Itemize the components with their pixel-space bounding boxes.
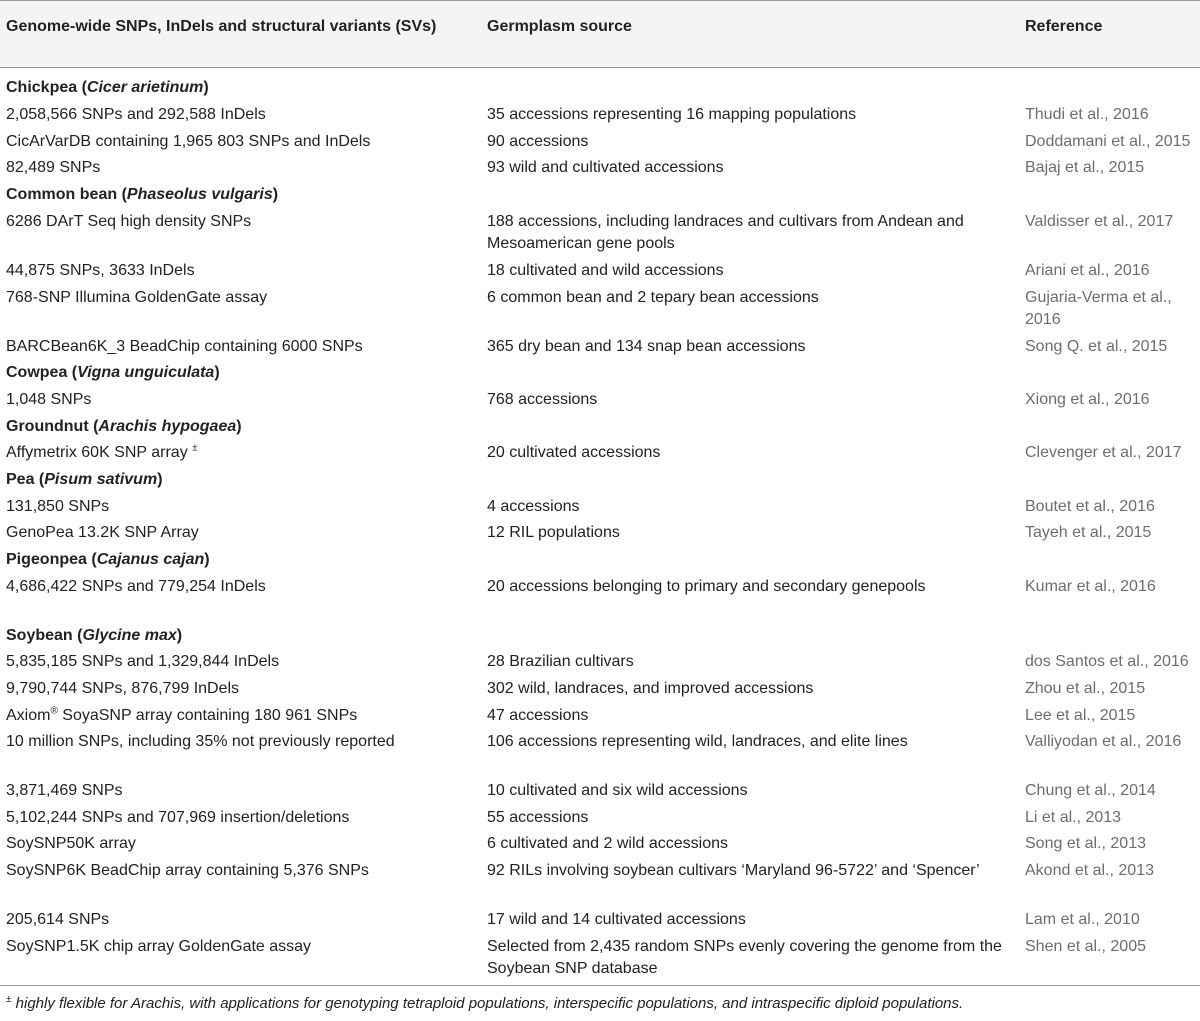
- cell-source: 12 RIL populations: [487, 524, 620, 541]
- cell-variants: 205,614 SNPs: [6, 911, 110, 928]
- footnote-text: highly flexible for Arachis, with applications for genotyping tetraploid populations, interspecific populations, and intraspecific diploid populations.: [11, 995, 964, 1012]
- group-latin-name: Vigna unguiculata: [77, 364, 215, 381]
- cell-variants: [6, 442, 466, 464]
- cell-variants: 5,835,185 SNPs and 1,329,844 InDels: [6, 653, 280, 670]
- cell-variants: BARCBean6K_3 BeadChip containing 6000 SNPs: [6, 338, 363, 355]
- group-soybean: Soybean (Glycine max): [6, 627, 183, 644]
- group-cowpea: Cowpea (Vigna unguiculata): [6, 364, 220, 381]
- plus-minus-marker: ±: [192, 442, 198, 454]
- group-chickpea: Chickpea (Cicer arietinum): [6, 79, 209, 96]
- cell-source: 17 wild and 14 cultivated accessions: [487, 911, 746, 928]
- cell-source: 4 accessions: [487, 498, 580, 515]
- cell-variants: 9,790,744 SNPs, 876,799 InDels: [6, 680, 240, 697]
- variants-prefix: Axiom: [6, 707, 51, 724]
- cell-source: 302 wild, landraces, and improved accessions: [487, 680, 814, 697]
- group-pigeonpea: Pigeonpea (Cajanus cajan): [6, 551, 210, 568]
- table-bottom-rule: [0, 985, 1200, 986]
- group-common-bean: Common bean (Phaseolus vulgaris): [6, 186, 279, 203]
- cell-source: 188 accessions, including landraces and cultivars from Andean and Mesoamerican gene pools: [487, 213, 964, 252]
- table-footnote: [6, 994, 963, 1014]
- cell-reference: Valdisser et al., 2017: [1025, 213, 1174, 230]
- cell-variants: 44,875 SNPs, 3633 InDels: [6, 262, 195, 279]
- cell-reference: Lam et al., 2010: [1025, 911, 1140, 928]
- cell-source: 47 accessions: [487, 707, 589, 724]
- cell-variants: 82,489 SNPs: [6, 159, 101, 176]
- group-latin-name: Glycine max: [82, 627, 177, 644]
- cell-variants: SoySNP50K array: [6, 835, 136, 852]
- cell-variants: 4,686,422 SNPs and 779,254 InDels: [6, 578, 266, 595]
- cell-source: 768 accessions: [487, 391, 598, 408]
- cell-reference: Akond et al., 2013: [1025, 862, 1154, 879]
- cell-source: 6 common bean and 2 tepary bean accessions: [487, 289, 819, 306]
- cell-source: 90 accessions: [487, 133, 589, 150]
- group-name: Soybean: [6, 627, 73, 644]
- cell-variants: SoySNP1.5K chip array GoldenGate assay: [6, 938, 312, 955]
- cell-reference: Chung et al., 2014: [1025, 782, 1156, 799]
- cell-variants: SoySNP6K BeadChip array containing 5,376 SNPs: [6, 862, 369, 879]
- group-name: Pea: [6, 471, 35, 488]
- cell-variants: 6286 DArT Seq high density SNPs: [6, 213, 252, 230]
- group-latin-name: Cajanus cajan: [96, 551, 205, 568]
- cell-reference: Lee et al., 2015: [1025, 707, 1136, 724]
- cell-source: 18 cultivated and wild accessions: [487, 262, 724, 279]
- cell-reference: Gujaria-Verma et al., 2016: [1025, 289, 1172, 328]
- cell-reference: Shen et al., 2005: [1025, 938, 1146, 955]
- cell-reference: Tayeh et al., 2015: [1025, 524, 1152, 541]
- cell-variants: CicArVarDB containing 1,965 803 SNPs and InDels: [6, 133, 371, 150]
- header-variants: Genome-wide SNPs, InDels and structural variants (SVs): [6, 18, 437, 35]
- table-header: [0, 0, 1200, 68]
- variants-text: SoyaSNP array containing 180 961 SNPs: [57, 707, 358, 724]
- group-latin-name: Arachis hypogaea: [98, 418, 237, 435]
- cell-reference: Thudi et al., 2016: [1025, 106, 1149, 123]
- group-latin-name: Phaseolus vulgaris: [126, 186, 273, 203]
- cell-source: 20 accessions belonging to primary and secondary genepools: [487, 578, 926, 595]
- cell-variants: 768-SNP Illumina GoldenGate assay: [6, 289, 268, 306]
- cell-reference: Bajaj et al., 2015: [1025, 159, 1145, 176]
- header-germplasm-source: Germplasm source: [487, 18, 632, 35]
- cell-reference: Kumar et al., 2016: [1025, 578, 1156, 595]
- cell-reference: Clevenger et al., 2017: [1025, 444, 1182, 461]
- cell-reference: Doddamani et al., 2015: [1025, 133, 1191, 150]
- group-groundnut: Groundnut (Arachis hypogaea): [6, 418, 242, 435]
- cell-source: 92 RILs involving soybean cultivars ‘Maryland 96-5722’ and ‘Spencer’: [487, 862, 980, 879]
- cell-variants: 10 million SNPs, including 35% not previously reported: [6, 733, 395, 750]
- cell-variants: 2,058,566 SNPs and 292,588 InDels: [6, 106, 266, 123]
- cell-variants: 131,850 SNPs: [6, 498, 110, 515]
- group-name: Pigeonpea: [6, 551, 87, 568]
- group-latin-name: Cicer arietinum: [86, 79, 204, 96]
- group-name: Cowpea: [6, 364, 68, 381]
- cell-variants: 1,048 SNPs: [6, 391, 92, 408]
- cell-variants: 5,102,244 SNPs and 707,969 insertion/deletions: [6, 809, 350, 826]
- header-reference: Reference: [1025, 18, 1103, 35]
- group-pea: Pea (Pisum sativum): [6, 471, 163, 488]
- cell-reference: Xiong et al., 2016: [1025, 391, 1150, 408]
- footnote-symbol: ±: [6, 994, 12, 1005]
- cell-variants: [6, 705, 466, 727]
- cell-reference: Zhou et al., 2015: [1025, 680, 1146, 697]
- group-name: Chickpea: [6, 79, 78, 96]
- registered-mark: ®: [50, 705, 58, 717]
- cell-reference: dos Santos et al., 2016: [1025, 653, 1189, 670]
- cell-variants: GenoPea 13.2K SNP Array: [6, 524, 199, 541]
- cell-source: 28 Brazilian cultivars: [487, 653, 634, 670]
- cell-variants: 3,871,469 SNPs: [6, 782, 123, 799]
- group-name: Common bean: [6, 186, 118, 203]
- group-latin-name: Pisum sativum: [44, 471, 158, 488]
- cell-source: 20 cultivated accessions: [487, 444, 661, 461]
- group-name: Groundnut: [6, 418, 89, 435]
- cell-source: Selected from 2,435 random SNPs evenly covering the genome from the Soybean SNP database: [487, 938, 1002, 977]
- cell-reference: Ariani et al., 2016: [1025, 262, 1150, 279]
- cell-source: 55 accessions: [487, 809, 589, 826]
- cell-source: 93 wild and cultivated accessions: [487, 159, 724, 176]
- cell-reference: Valliyodan et al., 2016: [1025, 733, 1182, 750]
- cell-reference: Li et al., 2013: [1025, 809, 1122, 826]
- cell-reference: Song Q. et al., 2015: [1025, 338, 1168, 355]
- variants-text: Affymetrix 60K SNP array: [6, 444, 188, 461]
- cell-reference: Boutet et al., 2016: [1025, 498, 1155, 515]
- cell-source: 10 cultivated and six wild accessions: [487, 782, 748, 799]
- cell-source: 35 accessions representing 16 mapping populations: [487, 106, 857, 123]
- cell-source: 6 cultivated and 2 wild accessions: [487, 835, 729, 852]
- cell-source: 365 dry bean and 134 snap bean accessions: [487, 338, 806, 355]
- cell-reference: Song et al., 2013: [1025, 835, 1146, 852]
- cell-source: 106 accessions representing wild, landraces, and elite lines: [487, 733, 908, 750]
